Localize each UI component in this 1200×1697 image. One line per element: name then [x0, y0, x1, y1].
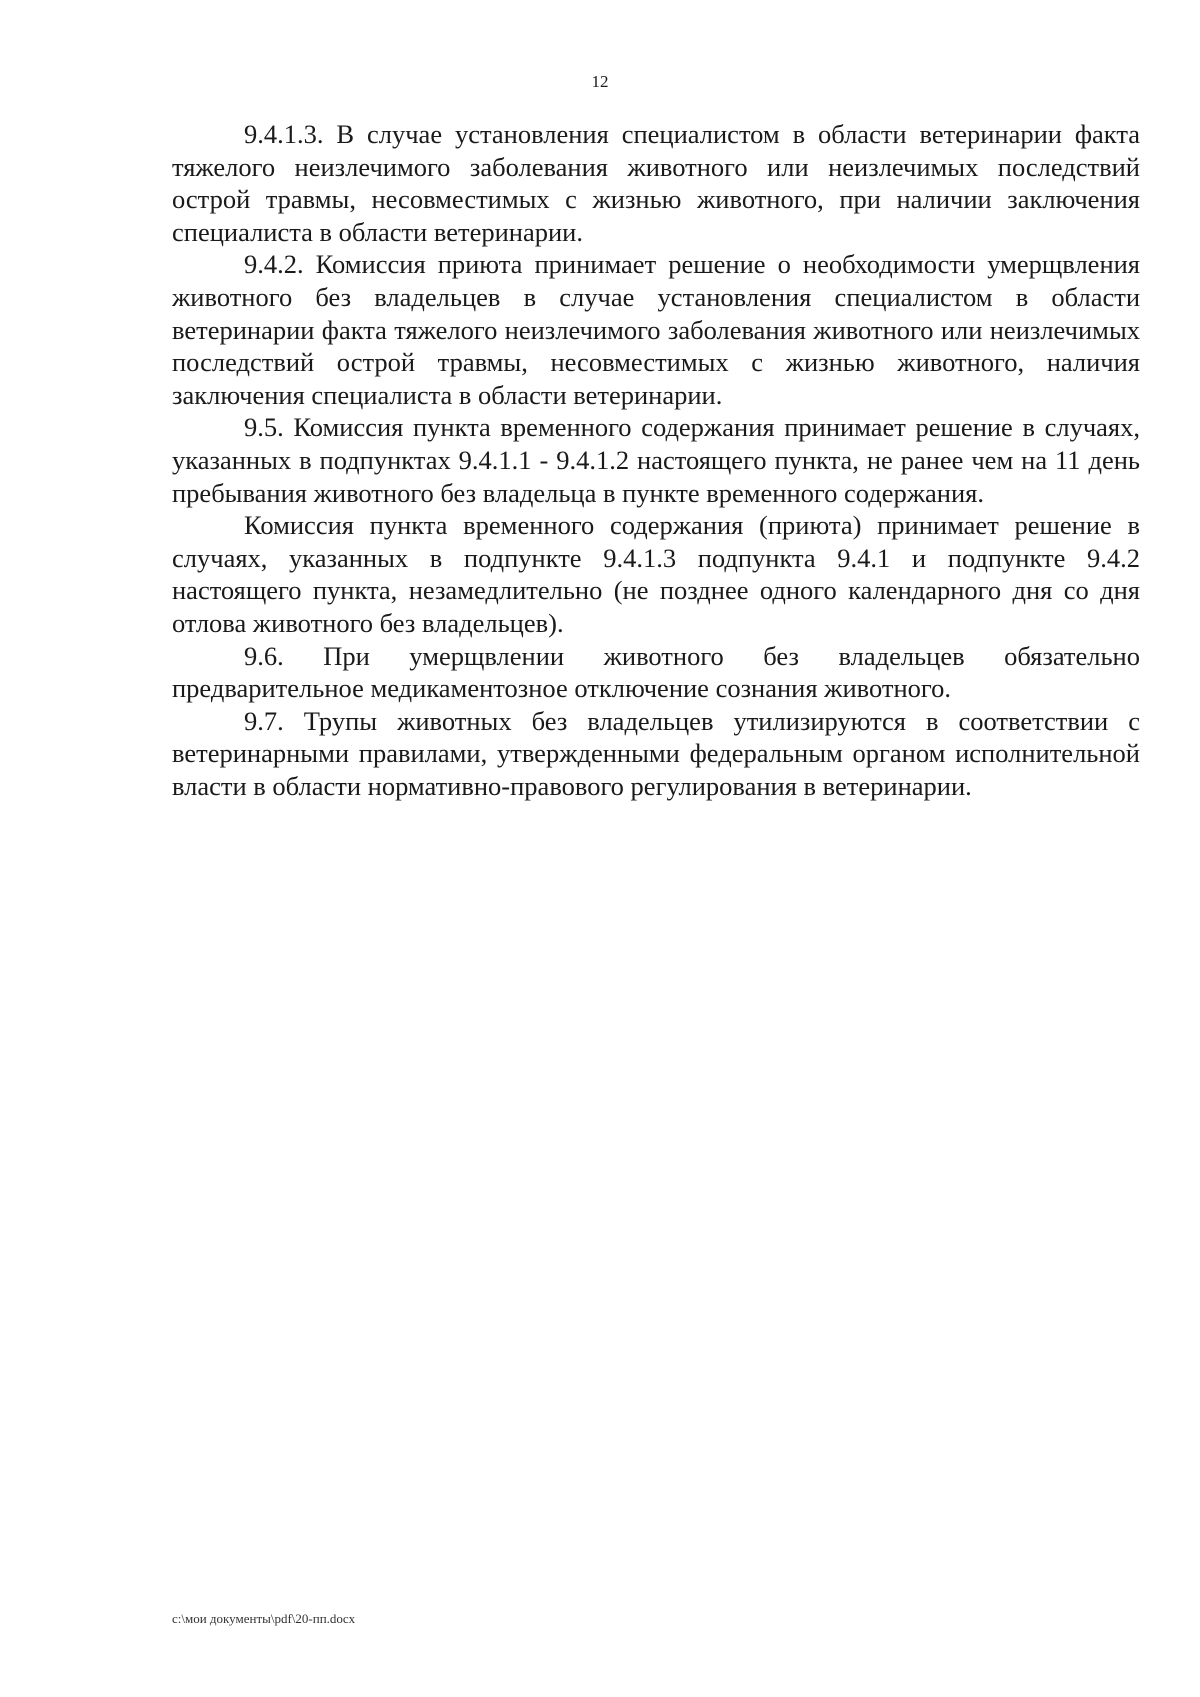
document-body — [172, 118, 1140, 802]
page-number: 12 — [591, 72, 609, 91]
paragraph-9-6: 9.6. При умерщвлении животного без владельцев обязательно предварительное медикаментозное отключение сознания животного. — [172, 640, 1140, 704]
paragraph-9-7: 9.7. Трупы животных без владельцев утилизируются в соответствии с ветеринарными правилами, утвержденными федеральным органом исполнительной власти в области нормативно-правового регулирования в ветеринарии. — [172, 705, 1140, 801]
paragraph-9-4-1-3: 9.4.1.3. В случае установления специалистом в области ветеринарии факта тяжелого неизлечимого заболевания животного или неизлечимых последствий острой травмы, несовместимых с жизнью животного, при наличии заключения специалиста в области ветеринарии. — [172, 119, 1140, 247]
paragraph-9-5: 9.5. Комиссия пункта временного содержания принимает решение в случаях, указанных в подпунктах 9.4.1.1 - 9.4.1.2 настоящего пункта, не ранее чем на 11 день пребывания животного без владельца в пункте временного содержания. — [172, 412, 1140, 508]
paragraph-9-4-2: 9.4.2. Комиссия приюта принимает решение о необходимости умерщвления животного без владельцев в случае установления специалистом в области ветеринарии факта тяжелого неизлечимого заболевания животного или неизлечимых последствий острой травмы, несовместимых с жизнью животного, наличия заключения специалиста в области ветеринарии. — [172, 249, 1140, 410]
paragraph-9-5-continued: Комиссия пункта временного содержания (приюта) принимает решение в случаях, указанных в подпункте 9.4.1.3 подпункта 9.4.1 и подпункте 9.4.2 настоящего пункта, незамедлительно (не позднее одного календарного дня со дня отлова животного без владельцев). — [172, 510, 1140, 638]
footer-file-path: c:\мои документы\pdf\20-пп.docx — [172, 1611, 356, 1626]
